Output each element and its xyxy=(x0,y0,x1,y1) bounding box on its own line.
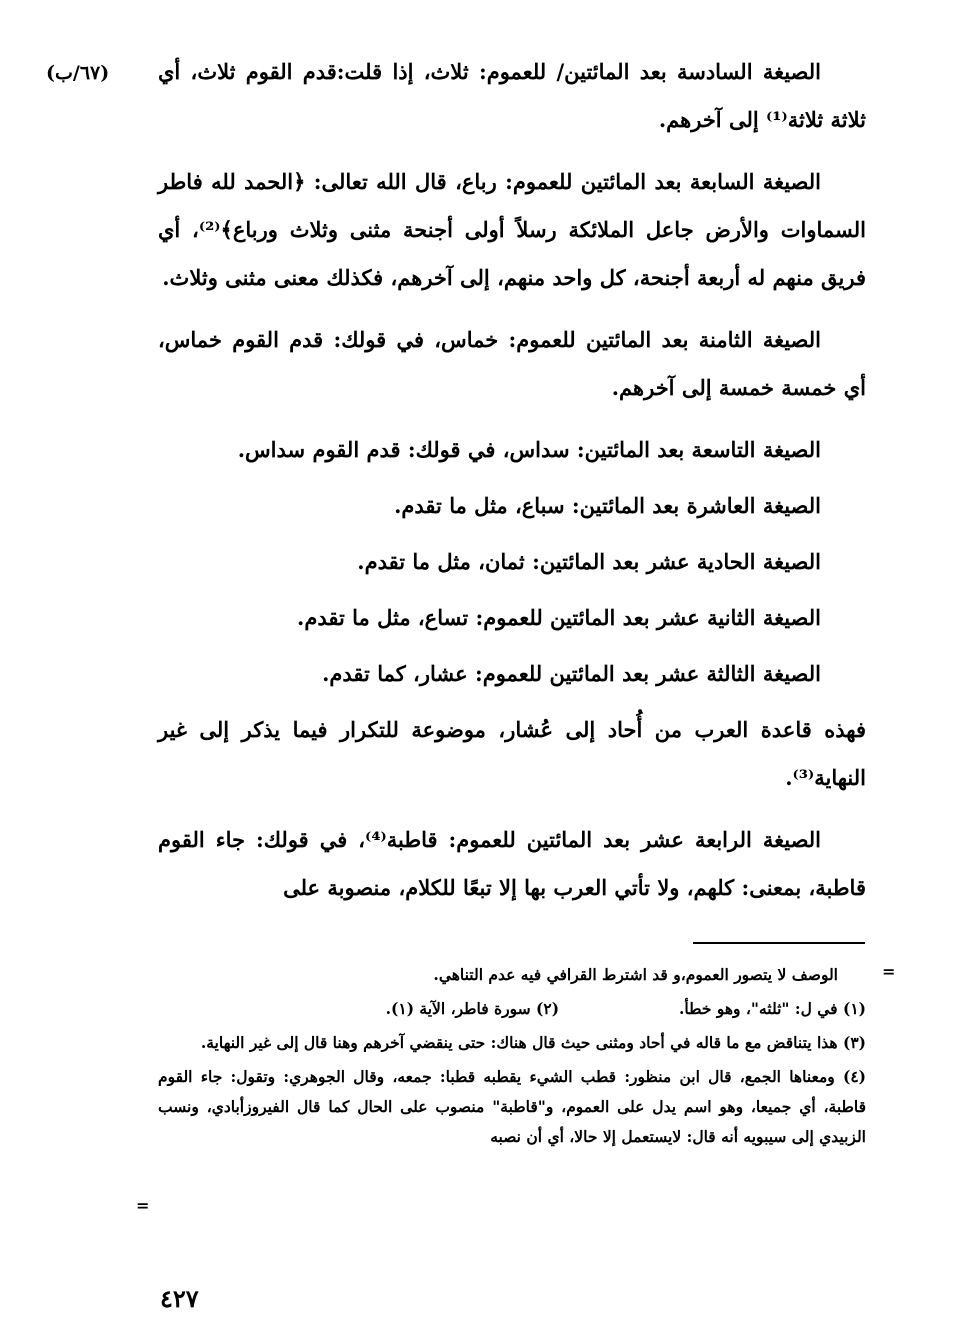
footnote-2: (٢) سورة فاطر، الآية (١). xyxy=(385,999,560,1018)
paragraph-210: الصيغة العاشرة بعد المائتين: سباع، مثل ما تقدم. xyxy=(394,493,821,518)
continuation-marker-top: = xyxy=(882,962,896,981)
paragraph-214: الصيغة الرابعة عشر بعد المائتين للعموم: قاطبة⁽⁴⁾، في قولك: جاء القوم قاطبة، بمعنى: كلهم، ولا تأتي العرب بها إلا تبعًا للكلام، منصوبة على xyxy=(158,827,866,900)
page-number: ٤٢٧ xyxy=(160,1284,199,1313)
footnote-1: (١) في ل: "ثلثه"، وهو خطأ. xyxy=(679,999,866,1018)
paragraph-summary: فهذه قاعدة العرب من أُحاد إلى عُشار، موضوعة للتكرار فيما يذكر إلى غير النهاية⁽³⁾. xyxy=(158,717,866,790)
continuation-marker-bottom: = xyxy=(136,1196,150,1215)
footnote-row-1-2 xyxy=(158,994,866,1024)
paragraph-213: الصيغة الثالثة عشر بعد المائتين للعموم: عشار، كما تقدم. xyxy=(322,661,821,686)
footnotes xyxy=(158,960,866,1156)
paragraph-209: الصيغة التاسعة بعد المائتين: سداس، في قولك: قدم القوم سداس. xyxy=(237,437,821,462)
paragraph-211: الصيغة الحادية عشر بعد المائتين: ثمان، مثل ما تقدم. xyxy=(357,549,821,574)
paragraph-208: الصيغة الثامنة بعد المائتين للعموم: خماس، في قولك: قدم القوم خماس، أي خمسة خمسة إلى آخرهم. xyxy=(158,327,866,400)
paragraph-212: الصيغة الثانية عشر بعد المائتين للعموم: تساع، مثل ما تقدم. xyxy=(297,605,821,630)
footnote-4: (٤) ومعناها الجمع، قال ابن منظور: قطب الشيء يقطبه قطبا: جمعه، وقال الجوهري: وتقول: جاء القوم قاطبة، أي جميعا، وهو اسم يدل على العموم، و"قاطبة" منصوب على الحال كما قال الفيروزأبادي، ونسب الزبيدي إلى سيبويه أنه قال: لايستعمل إلا حالا، أي أن نصبه xyxy=(158,1067,866,1146)
footnote-separator xyxy=(693,942,865,944)
folio-margin-note: (٦٧/ب) xyxy=(46,62,110,84)
paragraph-206: الصيغة السادسة بعد المائتين/ للعموم: ثلاث، إذا قلت:قدم القوم ثلاث، أي ثلاثة ثلاثة⁽¹⁾ إلى آخرهم. xyxy=(158,59,866,132)
footnote-3: (٣) هذا يتناقض مع ما قاله في أحاد ومثنى حيث قال هناك: حتى ينقضي آخرهم وهنا قال إلى غير النهاية. xyxy=(200,1033,866,1052)
footnote-continued: الوصف لا يتصور العموم،و قد اشترط القرافي فيه عدم التناهي. xyxy=(433,965,838,984)
paragraph-207: الصيغة السابعة بعد المائتين للعموم: رباع، قال الله تعالى: ﴿الحمد لله فاطر السماوات والأرض جاعل الملائكة رسلاً أولى أجنحة مثنى وثلاث ورباع﴾⁽²⁾، أي فريق منهم له أربعة أجنحة، كل واحد منهم، إلى آخرهم، فكذلك معنى مثنى وثلاث. xyxy=(158,169,866,290)
main-text xyxy=(158,48,866,926)
